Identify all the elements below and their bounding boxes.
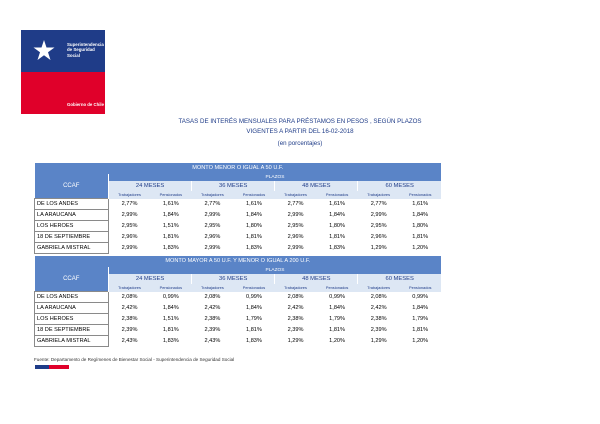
rate-cell: 1,61%: [162, 201, 179, 207]
rate-cell: 2,42%: [121, 305, 138, 311]
term-header: 48 MESES: [275, 274, 358, 284]
rate-cell: 1,81%: [246, 234, 262, 240]
table-row: [35, 336, 442, 347]
flag-blue-segment: [35, 365, 49, 369]
rate-cell: 1,83%: [246, 245, 262, 251]
rate-cell: 1,84%: [162, 305, 179, 311]
rate-cell: 1,81%: [162, 234, 179, 240]
rate-cell: 1,20%: [412, 338, 429, 344]
rate-cell: 2,95%: [370, 223, 387, 229]
rate-cell: 1,83%: [246, 338, 262, 344]
rate-cell: 1,84%: [412, 212, 429, 218]
rate-cell: 2,99%: [287, 245, 304, 251]
subheader-pensioners: Pensionados: [233, 191, 275, 199]
subheader-pensioners: Pensionados: [150, 284, 192, 292]
rate-cell: 1,84%: [162, 212, 179, 218]
ccaf-name-cell: LOS HEROES: [35, 221, 109, 232]
flag-red-segment: [49, 365, 69, 369]
logo-government-label: Gobierno de Chile: [67, 102, 105, 107]
rate-cell: 1,81%: [329, 234, 346, 240]
star-icon: [31, 38, 57, 66]
ccaf-name-cell: LOS HEROES: [35, 314, 109, 325]
rate-cell: 2,43%: [121, 338, 138, 344]
subheader-pensioners: Pensionados: [316, 284, 358, 292]
subheader-pensioners: Pensionados: [316, 191, 358, 199]
rate-cell: 1,79%: [329, 316, 346, 322]
ccaf-name-cell: GABRIELA MISTRAL: [35, 336, 109, 347]
plazos-header: PLAZOS: [109, 174, 442, 181]
rate-cell: 1,29%: [370, 245, 387, 251]
rate-cell: 1,20%: [412, 245, 429, 251]
rate-cell: 2,99%: [121, 212, 138, 218]
ccaf-name-cell: 18 DE SEPTIEMBRE: [35, 232, 109, 243]
rate-cell: 1,84%: [329, 212, 346, 218]
subheader-pensioners: Pensionados: [399, 191, 441, 199]
table-row: [35, 199, 442, 210]
table-heading: MONTO MENOR O IGUAL A 50 U.F.: [35, 163, 442, 174]
rate-cell: 2,95%: [121, 223, 138, 229]
rate-cell: 1,80%: [246, 223, 262, 229]
rate-cell: 1,81%: [246, 327, 262, 333]
rate-cell: 1,79%: [412, 316, 429, 322]
ccaf-name-cell: GABRIELA MISTRAL: [35, 243, 109, 254]
rate-cell: 1,20%: [329, 338, 346, 344]
rate-cell: 2,38%: [287, 316, 304, 322]
rate-cell: 2,96%: [370, 234, 387, 240]
rate-cell: 2,96%: [121, 234, 138, 240]
subheader-workers: Trabajadores: [192, 191, 234, 199]
rate-cell: 1,83%: [162, 338, 179, 344]
rate-cell: 2,38%: [370, 316, 387, 322]
rate-cell: 1,84%: [329, 305, 346, 311]
rate-cell: 0,99%: [162, 294, 179, 300]
rate-cell: 2,39%: [121, 327, 138, 333]
table-heading: MONTO MAYOR A 50 U.F. Y MENOR O IGUAL A 200 U.F.: [35, 256, 442, 267]
source-note: Fuente: Departamento de Regímenes de Bienestar Social - Superintendencia de Seguridad Social: [34, 357, 235, 362]
subheader-workers: Trabajadores: [192, 284, 234, 292]
rate-cell: 2,99%: [204, 212, 221, 218]
rate-cell: 2,95%: [204, 223, 221, 229]
rates-table-up-to-50uf: [34, 163, 441, 254]
rate-cell: 1,83%: [329, 245, 346, 251]
rate-cell: 0,99%: [329, 294, 346, 300]
rate-cell: 1,51%: [162, 316, 179, 322]
rate-cell: 1,51%: [162, 223, 179, 229]
document-validity: VIGENTES A PARTIR DEL 16-02-2018: [246, 128, 354, 135]
document-units: (en porcentajes): [277, 140, 323, 147]
table-row: [35, 232, 442, 243]
rate-cell: 1,81%: [329, 327, 346, 333]
rate-cell: 0,99%: [246, 294, 262, 300]
rates-table-50-to-200uf: [34, 256, 441, 347]
rate-cell: 2,08%: [370, 294, 387, 300]
logo-red-panel: [21, 72, 105, 114]
subheader-pensioners: Pensionados: [233, 284, 275, 292]
rate-cell: 1,81%: [412, 327, 429, 333]
table-row: [35, 314, 442, 325]
table-row: [35, 221, 442, 232]
rate-cell: 2,42%: [204, 305, 221, 311]
rate-cell: 2,08%: [204, 294, 221, 300]
flag-stripe: [35, 365, 69, 369]
subheader-workers: Trabajadores: [109, 284, 151, 292]
rate-cell: 2,42%: [287, 305, 304, 311]
rate-cell: 2,38%: [204, 316, 221, 322]
rate-cell: 2,42%: [370, 305, 387, 311]
rate-cell: 1,84%: [246, 305, 262, 311]
rate-cell: 2,99%: [121, 245, 138, 251]
subheader-workers: Trabajadores: [275, 284, 317, 292]
ccaf-name-cell: LA ARAUCANA: [35, 303, 109, 314]
table-row: [35, 325, 442, 336]
rate-cell: 1,81%: [162, 327, 179, 333]
term-header: 60 MESES: [358, 274, 441, 284]
rate-cell: 2,77%: [204, 201, 221, 207]
rate-cell: 2,96%: [204, 234, 221, 240]
rate-cell: 2,95%: [287, 223, 304, 229]
subheader-pensioners: Pensionados: [150, 191, 192, 199]
term-header: 24 MESES: [109, 181, 192, 191]
table-row: [35, 303, 442, 314]
rate-cell: 2,99%: [370, 212, 387, 218]
rate-cell: 2,39%: [370, 327, 387, 333]
rate-cell: 2,99%: [204, 245, 221, 251]
rate-cell: 1,84%: [412, 305, 429, 311]
subheader-workers: Trabajadores: [358, 191, 400, 199]
ccaf-column-header: CCAF: [35, 174, 109, 199]
rate-cell: 1,84%: [246, 212, 262, 218]
ccaf-name-cell: 18 DE SEPTIEMBRE: [35, 325, 109, 336]
rate-cell: 1,83%: [162, 245, 179, 251]
term-header: 36 MESES: [192, 274, 275, 284]
rate-cell: 1,81%: [412, 234, 429, 240]
rate-cell: 0,99%: [412, 294, 429, 300]
ccaf-name-cell: LA ARAUCANA: [35, 210, 109, 221]
rate-cell: 2,39%: [204, 327, 221, 333]
rate-cell: 1,79%: [246, 316, 262, 322]
logo-institution-name: Superintendencia de Seguridad Social: [67, 42, 104, 58]
table-row: [35, 292, 442, 303]
document-title: TASAS DE INTERÉS MENSUALES PARA PRÉSTAMOS EN PESOS , SEGÚN PLAZOS: [178, 118, 422, 125]
table-row: [35, 243, 442, 254]
term-header: 36 MESES: [192, 181, 275, 191]
rate-cell: 1,80%: [412, 223, 429, 229]
rate-cell: 2,39%: [287, 327, 304, 333]
rate-cell: 2,43%: [204, 338, 221, 344]
suseso-logo: [21, 30, 105, 114]
rate-cell: 2,08%: [287, 294, 304, 300]
rate-cell: 2,99%: [287, 212, 304, 218]
plazos-header: PLAZOS: [109, 267, 442, 274]
table-row: [35, 210, 442, 221]
ccaf-name-cell: DE LOS ANDES: [35, 199, 109, 210]
subheader-pensioners: Pensionados: [399, 284, 441, 292]
rate-cell: 1,29%: [287, 338, 304, 344]
rate-cell: 2,77%: [121, 201, 138, 207]
rate-cell: 1,29%: [370, 338, 387, 344]
ccaf-column-header: CCAF: [35, 267, 109, 292]
rate-cell: 2,38%: [121, 316, 138, 322]
term-header: 48 MESES: [275, 181, 358, 191]
subheader-workers: Trabajadores: [358, 284, 400, 292]
rate-cell: 1,61%: [412, 201, 429, 207]
rate-cell: 1,61%: [246, 201, 262, 207]
term-header: 24 MESES: [109, 274, 192, 284]
subheader-workers: Trabajadores: [109, 191, 151, 199]
term-header: 60 MESES: [358, 181, 441, 191]
rate-cell: 2,08%: [121, 294, 138, 300]
rate-cell: 2,77%: [287, 201, 304, 207]
rate-cell: 1,61%: [329, 201, 346, 207]
rate-cell: 1,80%: [329, 223, 346, 229]
subheader-workers: Trabajadores: [275, 191, 317, 199]
rate-cell: 2,96%: [287, 234, 304, 240]
ccaf-name-cell: DE LOS ANDES: [35, 292, 109, 303]
rate-cell: 2,77%: [370, 201, 387, 207]
